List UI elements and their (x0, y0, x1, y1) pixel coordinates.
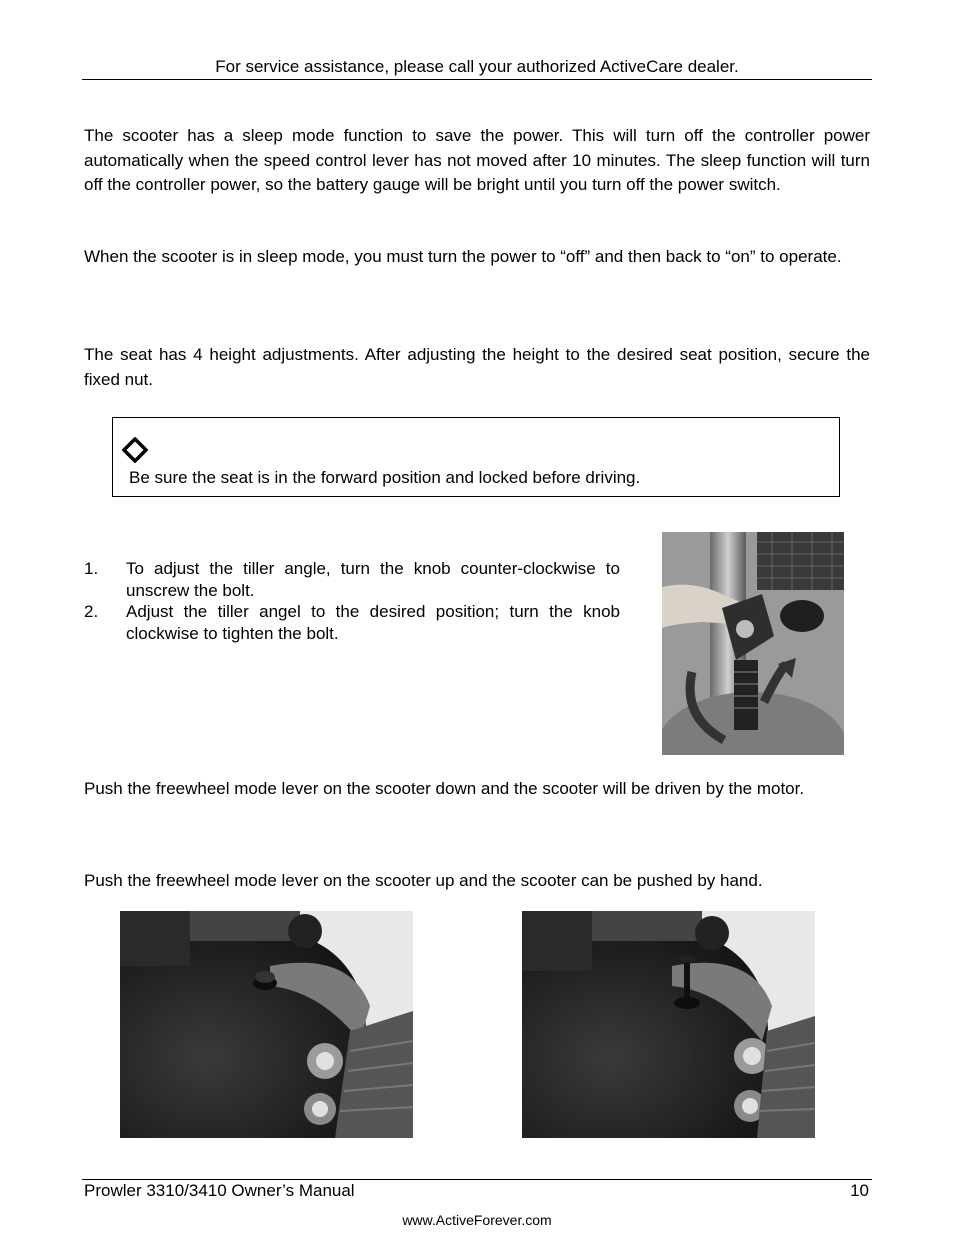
drive-mode-paragraph: Push the freewheel mode lever on the scooter down and the scooter will be driven by the motor. (84, 779, 805, 798)
seat-height-paragraph: The seat has 4 height adjustments. After adjusting the height to the desired seat position, secure the fixed nut. (84, 345, 870, 389)
footer-divider (82, 1179, 872, 1180)
header-divider (82, 79, 872, 80)
manual-title: Prowler 3310/3410 Owner’s Manual (84, 1181, 355, 1200)
sleep-mode-paragraph: The scooter has a sleep mode function to save the power. This will turn off the controller power automatically when the speed control lever has not moved after 10 minutes. The sleep function will turn off the controller power, so the battery gauge will be bright until you turn off the power switch. (84, 126, 870, 194)
tiller-steps-list (84, 558, 620, 644)
step-number: 1. (84, 559, 99, 578)
list-item (84, 601, 620, 644)
step-number: 2. (84, 602, 99, 621)
diamond-warning-icon (122, 437, 148, 463)
lever-down-photo (120, 911, 413, 1138)
freewheel-mode-paragraph: Push the freewheel mode lever on the scooter up and the scooter can be pushed by hand. (84, 871, 763, 890)
step-text: To adjust the tiller angle, turn the knob counter-clockwise to unscrew the bolt. (126, 559, 620, 600)
page-number: 10 (850, 1181, 869, 1200)
step-text: Adjust the tiller angel to the desired position; turn the knob clockwise to tighten the bolt. (126, 602, 620, 643)
sleep-mode-restart-paragraph: When the scooter is in sleep mode, you must turn the power to “off” and then back to “on” to operate. (84, 247, 842, 266)
caution-text: Be sure the seat is in the forward position and locked before driving. (129, 468, 641, 487)
page-header: For service assistance, please call your authorized ActiveCare dealer. (215, 57, 739, 76)
footer-url: www.ActiveForever.com (402, 1212, 552, 1228)
lever-up-photo (522, 911, 815, 1138)
list-item (84, 558, 620, 601)
tiller-knob-photo (662, 532, 844, 755)
